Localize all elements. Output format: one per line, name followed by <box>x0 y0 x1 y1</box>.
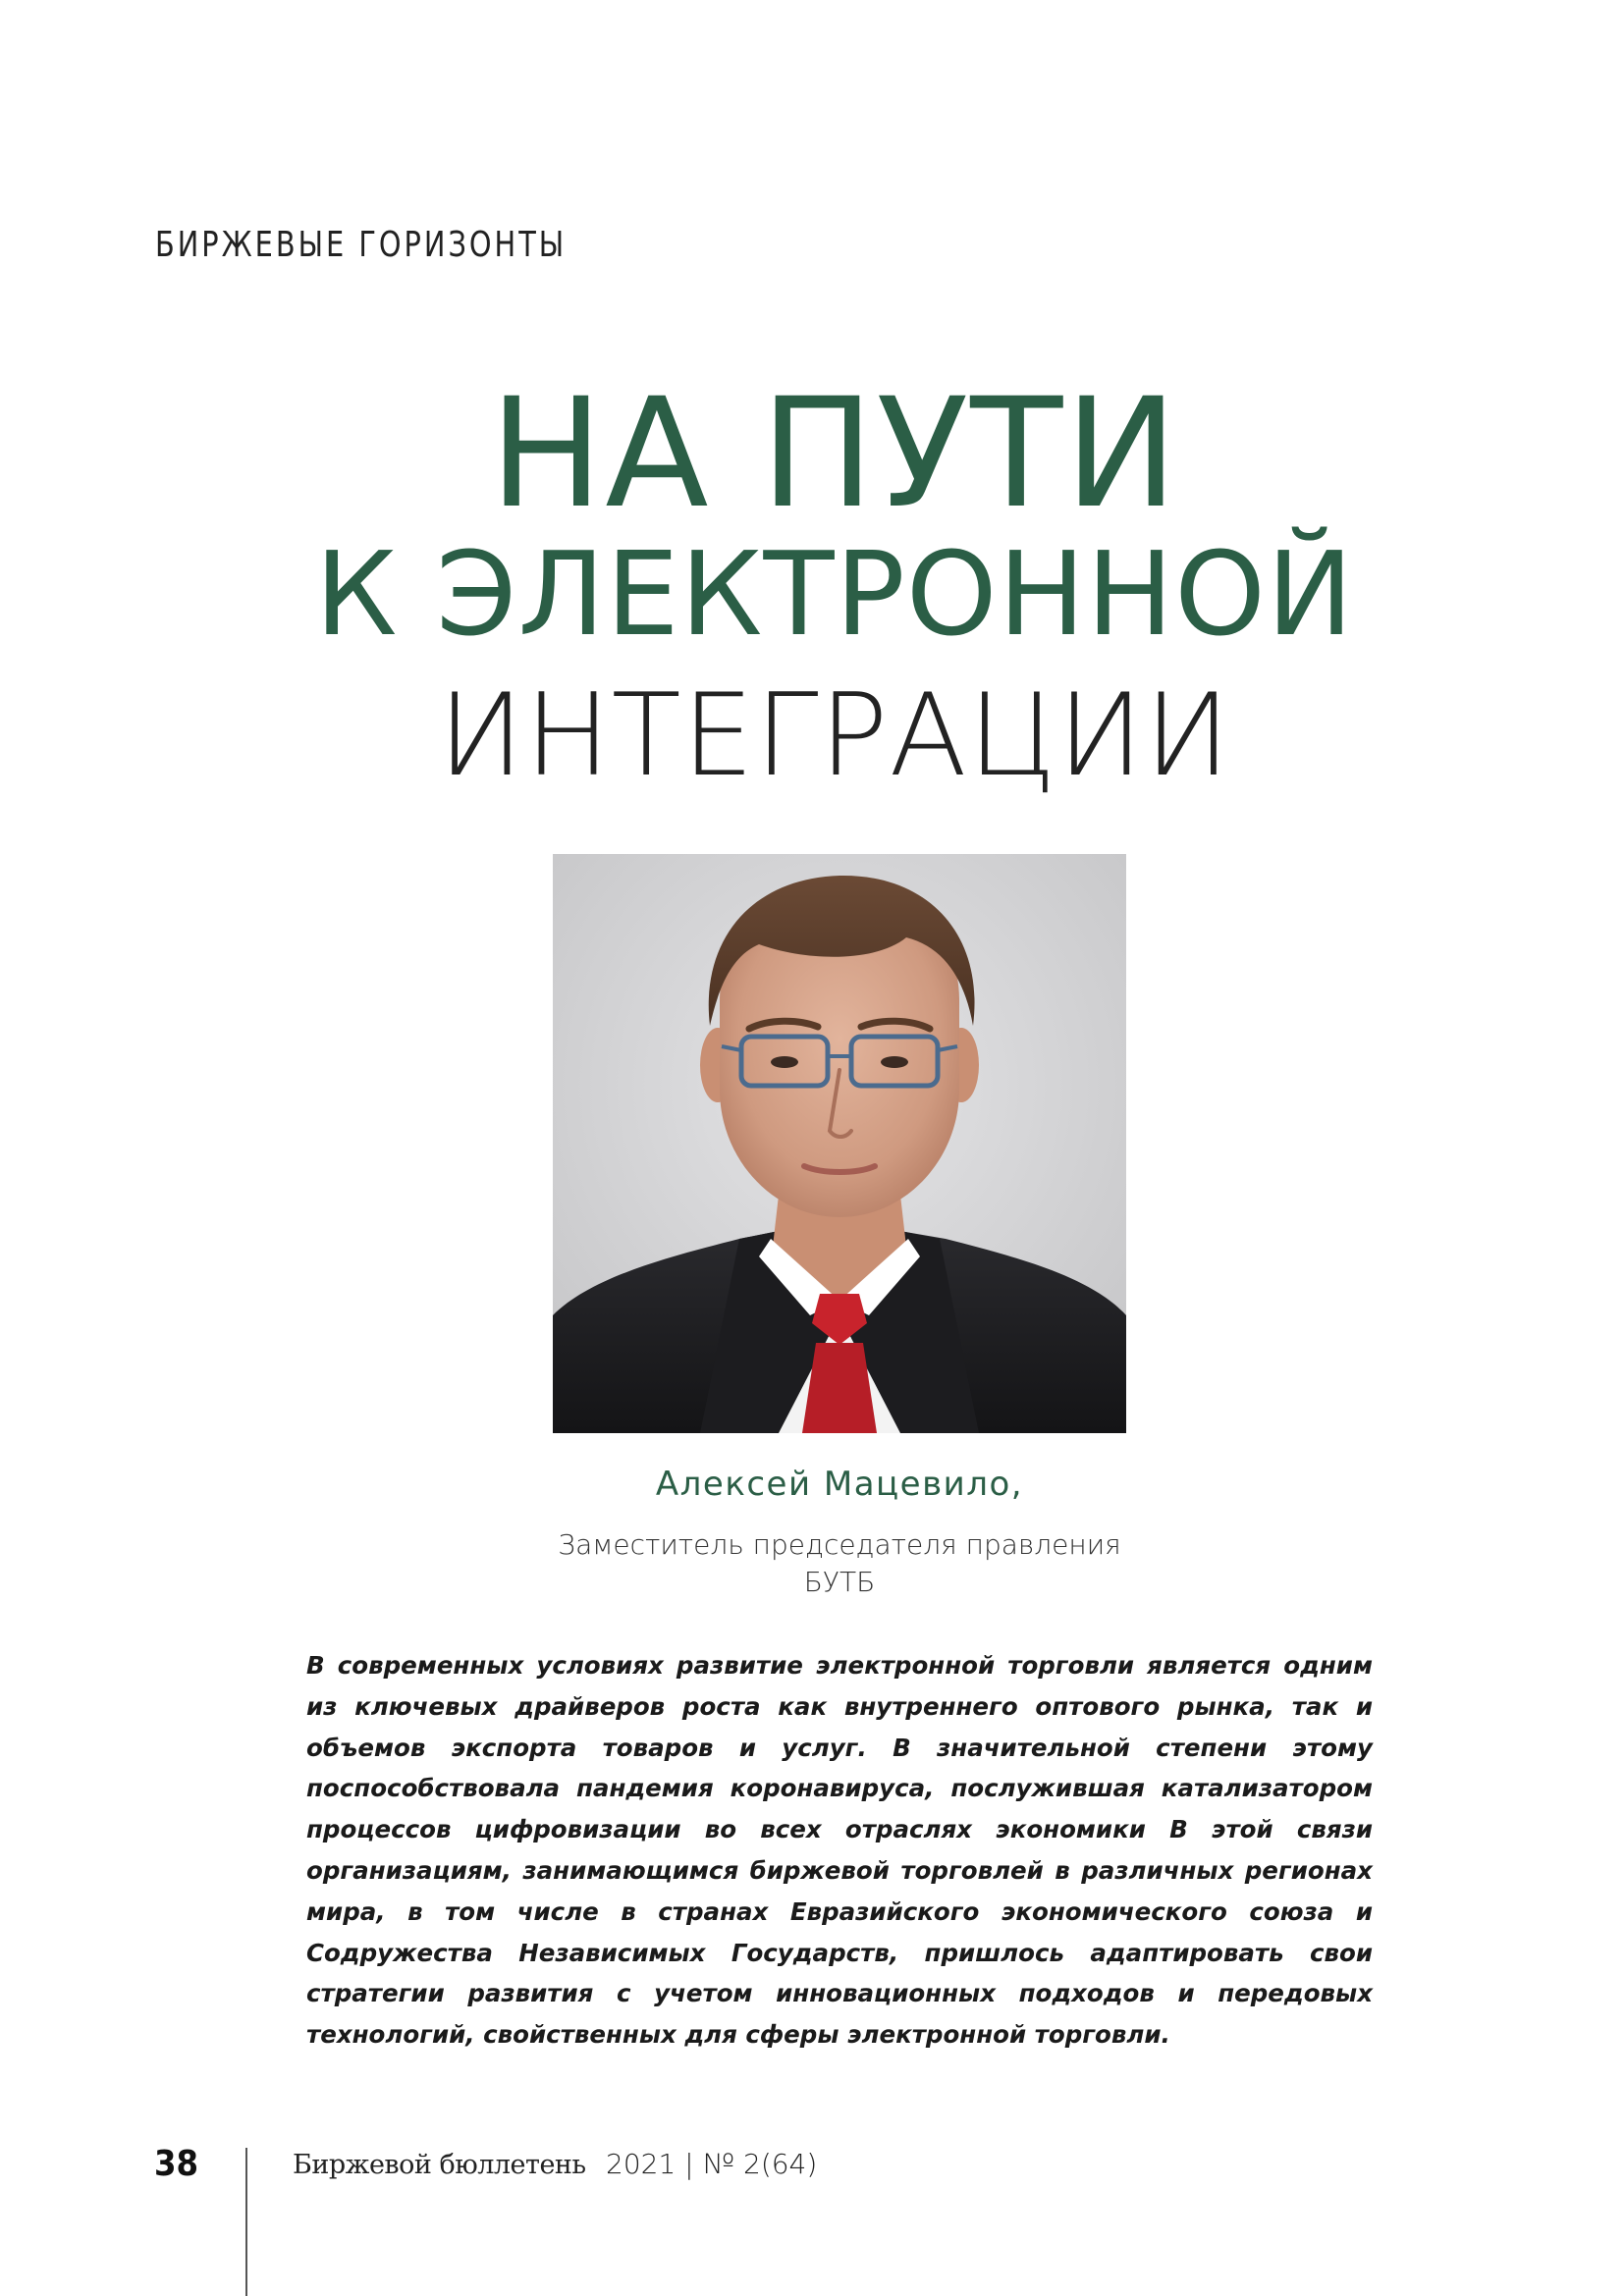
page-number: 38 <box>154 2144 199 2184</box>
title-line-1: НА ПУТИ <box>489 366 1180 542</box>
title-line-3: ИНТЕГРАЦИИ <box>437 669 1232 802</box>
author-role <box>0 1526 1624 1601</box>
section-label: БИРЖЕВЫЕ ГОРИЗОНТЫ <box>155 224 568 265</box>
author-role-line-2: БУТБ <box>803 1566 876 1598</box>
title-line-2: К ЭЛЕКТРОННОЙ <box>314 526 1355 662</box>
journal-name: Биржевой бюллетень <box>293 2150 586 2180</box>
issue-number: 2021 | № 2(64) <box>606 2148 818 2180</box>
author-role-line-1: Заместитель председателя правления <box>558 1528 1121 1561</box>
footer-divider <box>245 2148 247 2296</box>
author-portrait <box>553 854 1126 1433</box>
lead-paragraph: В современных условиях развитие электронной торговли является одним из ключевых драйверов роста как внутреннего оптового рынка, так и объемов экспорта товаров и услуг. В значительной степени этому поспособствовала пандемия коронавируса, послужившая катализатором процессов цифровизации во всех отраслях экономики В этой связи организациям, занимающимся биржевой торговлей в различных регионах мира, в том числе в странах Евразийского экономического союза и Содружества Независимых Государств, пришлось адаптировать свои стратегии развития с учетом инновационных подходов и передовых технологий, свойственных для сферы электронной торговли. <box>306 1651 1373 2050</box>
author-name: Алексей Мацевило, <box>655 1465 1024 1504</box>
